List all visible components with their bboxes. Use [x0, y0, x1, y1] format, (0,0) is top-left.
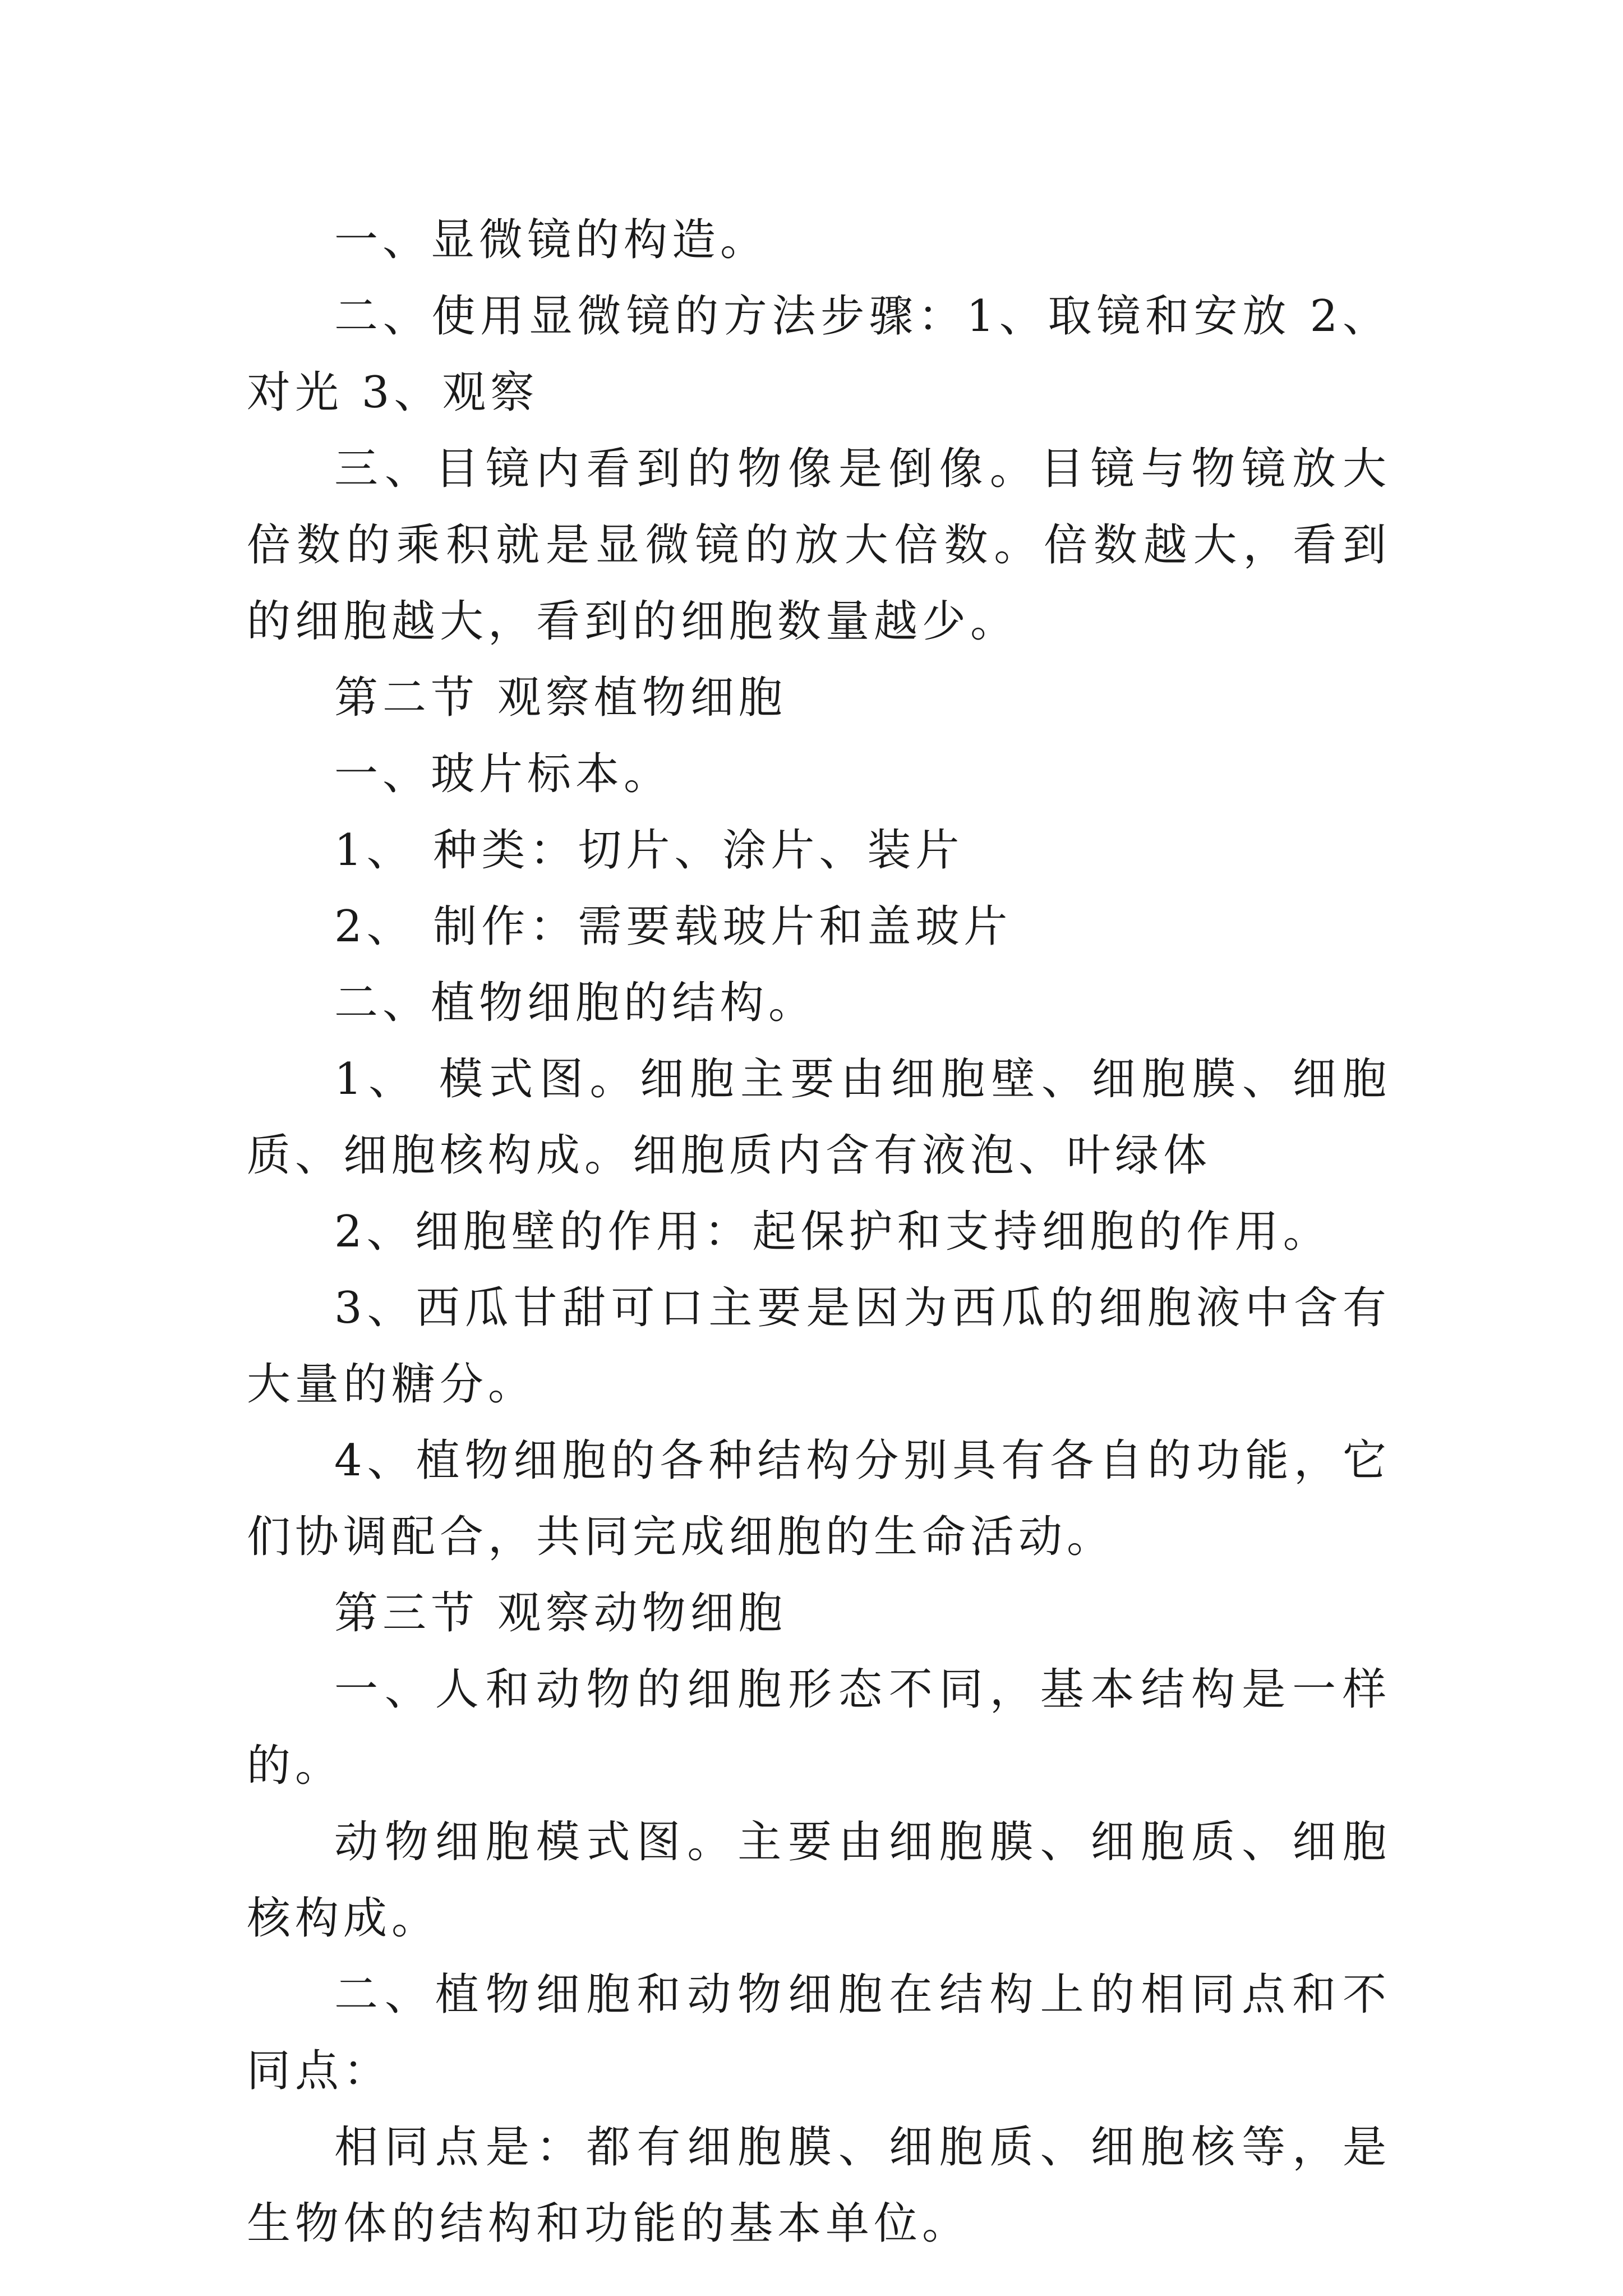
document-body [247, 202, 1391, 2262]
section-heading-plant-cell: 第二节 观察植物细胞 [334, 673, 787, 723]
section-heading-animal-cell: 第三节 观察动物细胞 [334, 1588, 787, 1639]
paragraph-slide-types: 1、 种类：切片、涂片、装片 [334, 825, 964, 876]
paragraph-animal-cell-shape: 一、人和动物的细胞形态不同，基本结构是一样的。 [247, 1664, 1391, 1791]
paragraph-animal-cell-diagram: 动物细胞模式图。主要由细胞膜、细胞质、细胞核构成。 [247, 1817, 1391, 1944]
paragraph-similarities: 相同点是：都有细胞膜、细胞质、细胞核等，是生物体的结构和功能的基本单位。 [247, 2122, 1391, 2249]
paragraph-magnification: 三、目镜内看到的物像是倒像。目镜与物镜放大倍数的乘积就是显微镜的放大倍数。倍数越大，看到的细胞越大，看到的细胞数量越少。 [247, 444, 1391, 647]
paragraph-slide-making: 2、 制作：需要载玻片和盖玻片 [334, 901, 1012, 952]
paragraph-watermelon: 3、西瓜甘甜可口主要是因为西瓜的细胞液中含有大量的糖分。 [247, 1283, 1391, 1410]
paragraph-model-diagram: 1、 模式图。细胞主要由细胞壁、细胞膜、细胞质、细胞核构成。细胞质内含有液泡、叶绿体 [247, 1054, 1391, 1181]
paragraph-plant-cell-structure: 二、植物细胞的结构。 [334, 978, 817, 1028]
paragraph-microscope-structure: 一、显微镜的构造。 [334, 215, 769, 265]
paragraph-cell-wall-function: 2、细胞壁的作用：起保护和支持细胞的作用。 [334, 1207, 1331, 1257]
paragraph-slide-specimen: 一、玻片标本。 [334, 749, 672, 799]
paragraph-comparison: 二、植物细胞和动物细胞在结构上的相同点和不同点： [247, 1970, 1391, 2096]
paragraph-microscope-steps: 二、使用显微镜的方法步骤：1、取镜和安放 2、对光 3、观察 [247, 291, 1391, 418]
paragraph-cell-functions: 4、植物细胞的各种结构分别具有各自的功能，它们协调配合，共同完成细胞的生命活动。 [247, 1435, 1391, 1562]
